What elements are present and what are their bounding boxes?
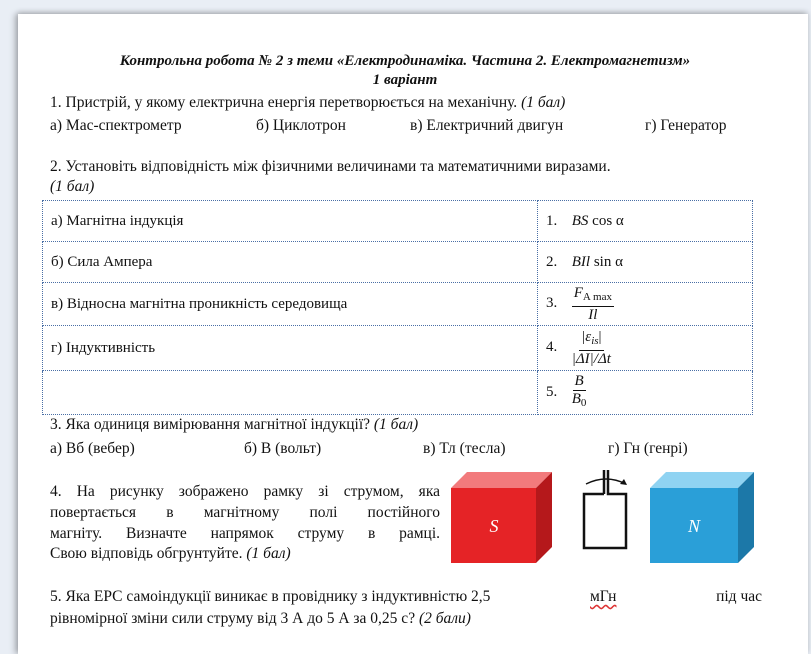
- table-row: [43, 326, 753, 371]
- magnet-north-side: [738, 472, 754, 563]
- question-3-points: (1 бал): [373, 416, 419, 433]
- rotation-arrow-icon: [586, 479, 626, 484]
- question-4-line-4: Свою відповідь обгрунтуйте. (1 бал): [50, 545, 291, 562]
- unit-mhn: мГн: [590, 588, 617, 605]
- table-row: [43, 201, 753, 242]
- match-left-d: г) Індуктивність: [43, 326, 538, 371]
- formula-4: $\frac{|\varepsilon_{is}|}{|\Delta I|/\Delta t}$: [571, 328, 611, 367]
- magnet-south-side: [536, 472, 552, 563]
- q3-option-d: г) Гн (генрі): [608, 440, 688, 457]
- question-5-line-2: рівномірної зміни сили струму від 3 А до 5 А за 0,25 с? (2 бали): [50, 610, 471, 627]
- table-row: [43, 283, 753, 326]
- q1-option-a: а) Мас-спектрометр: [50, 117, 182, 134]
- question-4-line-2: повертається в магнітному полі постійного: [50, 504, 440, 521]
- match-left-a: а) Магнітна індукція: [43, 201, 538, 242]
- question-4-points: (1 бал): [246, 545, 291, 562]
- question-2-points: (1 бал): [50, 178, 95, 195]
- match-left-c: в) Відносна магнітна проникність середовища: [43, 283, 538, 326]
- q1-option-b: б) Циклотрон: [256, 117, 346, 134]
- q1-option-d: г) Генератор: [645, 117, 727, 134]
- magnet-north: [650, 472, 754, 563]
- match-right-4: 4. $\frac{|\varepsilon_{is}|}{|\Delta I|/\Delta t}$: [538, 326, 753, 371]
- magnet-figure: [446, 466, 766, 566]
- match-left-b: б) Сила Ампера: [43, 242, 538, 283]
- magnet-north-label: N: [687, 516, 701, 536]
- question-4-line-1: 4. На рисунку зображено рамку зі струмом, яка: [50, 483, 440, 500]
- page-title: Контрольна робота № 2 з теми «Електродинаміка. Частина 2. Електромагнетизм» 1 варіант: [119, 53, 691, 88]
- question-1: 1. Пристрій, у якому електрична енергія перетворюється на механічну. (1 бал): [50, 94, 566, 111]
- question-5-line-1: 5. Яка ЕРС самоіндукції виникає в провіднику з індуктивністю 2,5 мГн під час: [50, 588, 762, 605]
- q1-option-c: в) Електричний двигун: [410, 117, 564, 134]
- match-right-1: 1. BS cos α: [538, 201, 753, 242]
- formula-5: $\frac{B}{B_0}$: [571, 373, 587, 409]
- match-left-empty: [43, 371, 538, 415]
- magnet-south-label: S: [489, 516, 499, 536]
- question-1-points: (1 бал): [521, 94, 566, 111]
- question-3: 3. Яка одиниця вимірювання магнітної індукції? (1 бал): [50, 416, 419, 433]
- question-2: 2. Установіть відповідність між фізичними величинами та математичними виразами.: [50, 158, 611, 175]
- match-right-3: 3. $\frac{F_{A max}}{Il}$: [538, 283, 753, 326]
- question-5-points: (2 бали): [418, 610, 471, 627]
- q3-option-b: б) В (вольт): [244, 440, 322, 457]
- frame-loop: [584, 484, 626, 548]
- q3-option-a: а) Вб (вебер): [50, 440, 135, 457]
- magnet-north-top: [650, 472, 754, 488]
- magnet-south: [451, 472, 552, 563]
- magnet-south-top: [451, 472, 552, 488]
- current-frame: [584, 470, 627, 548]
- table-row: [43, 371, 753, 415]
- formula-3: $\frac{F_{A max}}{Il}$: [573, 284, 612, 323]
- match-right-5: 5. $\frac{B}{B_0}$: [538, 371, 753, 415]
- table-row: [43, 242, 753, 283]
- q3-option-c: в) Тл (тесла): [423, 440, 506, 457]
- matching-table: [42, 200, 753, 415]
- question-4-line-3: магніту. Визначте напрямок струму в рамці.: [50, 525, 440, 542]
- match-right-2: 2. BIl sin α: [538, 242, 753, 283]
- document-page: [18, 14, 808, 654]
